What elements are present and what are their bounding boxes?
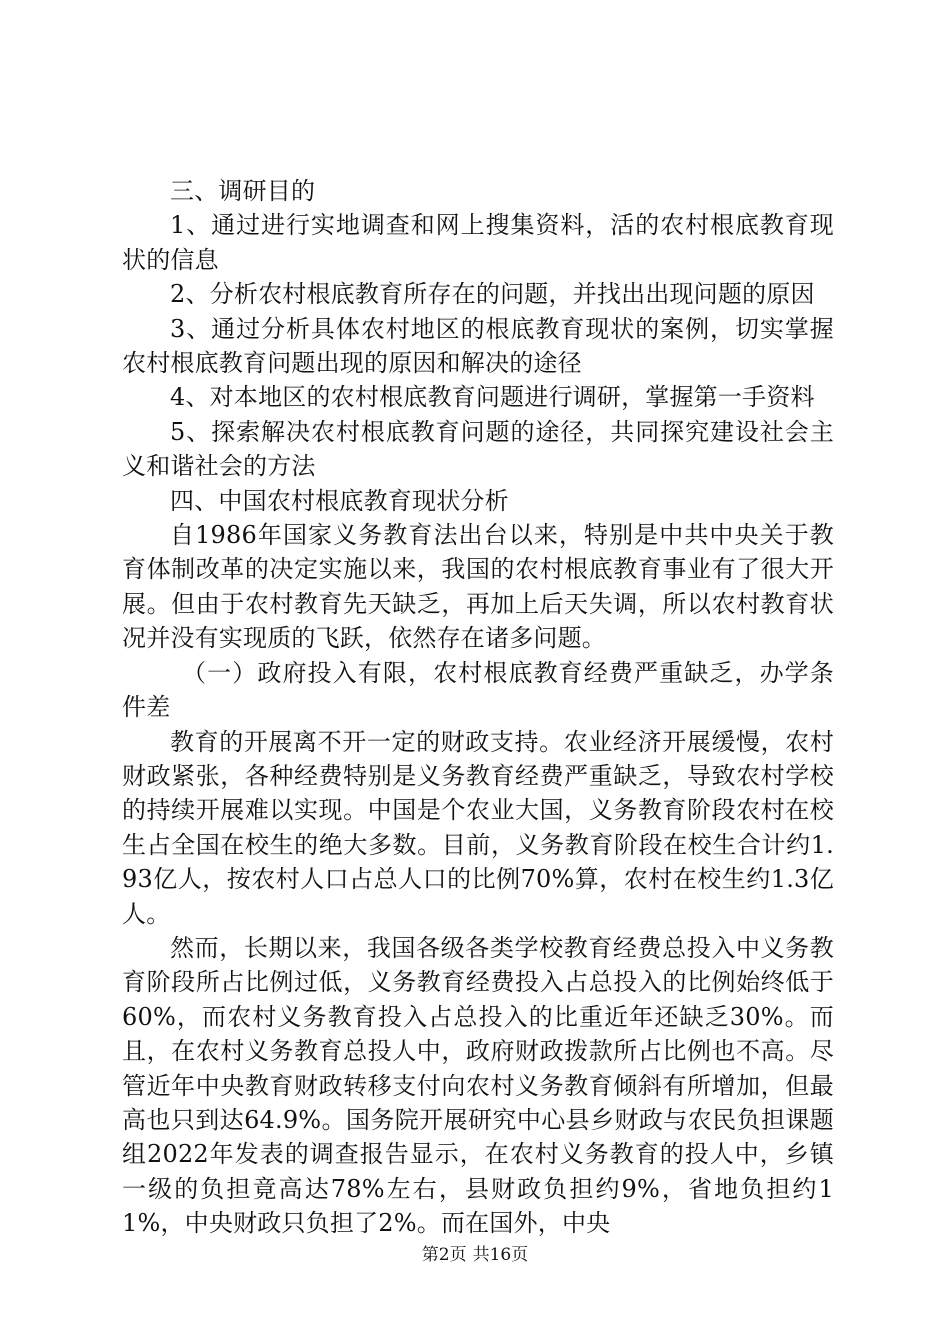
page-total: 共16页	[472, 1245, 529, 1265]
body-paragraph-funding: 教育的开展离不开一定的财政支持。农业经济开展缓慢，农村财政紧张，各种经费特别是义务教育经费严重缺乏，导致农村学校的持续开展难以实现。中国是个农业大国，义务教育阶段农村在校生占全国在校生的绝大多数。目前，义务教育阶段在校生合计约1.93亿人，按农村人口占总人口的比例70%算，农村在校生约1.3亿人。	[122, 727, 834, 928]
section-heading-research-goals: 三、调研目的	[170, 177, 316, 205]
goal-item-5: 5、探索解决农村根底教育问题的途径，共同探究建设社会主义和谐社会的方法	[122, 417, 834, 481]
goal-item-1: 1、通过进行实地调查和网上搜集资料，活的农村根底教育现状的信息	[122, 211, 834, 274]
body-paragraph-intro: 自1986年国家义务教育法出台以来，特别是中共中央关于教育体制改革的决定实施以来，我国的农村根底教育事业有了很大开展。但由于农村教育先天缺乏，再加上后天失调，所以农村教育状况并没有实现质的飞跃，依然存在诸多问题。	[122, 521, 834, 653]
goal-item-4: 4、对本地区的农村根底教育问题进行调研，掌握第一手资料	[170, 383, 815, 412]
goal-item-3: 3、通过分析具体农村地区的根底教育现状的案例，切实掌握农村根底教育问题出现的原因和解决的途径	[122, 314, 834, 378]
body-paragraph-investment: 然而，长期以来，我国各级各类学校教育经费总投入中义务教育阶段所占比例过低，义务教育经费投入占总投入的比例始终低于60%，而农村义务教育投入占总投入的比重近年还缺乏30%。而且，在农村义务教育总投人中，政府财政拨款所占比例也不高。尽管近年中央教育财政转移支付向农村义务教育倾斜有所增加，但最高也只到达64.9%。国务院开展研究中心县乡财政与农民负担课题组2022年发表的调查报告显示，在农村义务教育的投人中，乡镇一级的负担竟高达78%左右，县财政负担约9%，省地负担约11%，中央财政只负担了2%。而在国外，中央	[122, 933, 834, 1238]
document-body	[122, 174, 834, 1241]
section-heading-status-analysis: 四、中国农村根底教育现状分析	[170, 486, 509, 515]
subsection-heading-funding: （一）政府投入有限，农村根底教育经费严重缺乏，办学条件差	[122, 658, 834, 722]
page-number: 第2页	[421, 1245, 467, 1265]
page-footer	[0, 1244, 950, 1266]
goal-item-2: 2、分析农村根底教育所存在的问题，并找出出现问题的原因	[170, 280, 815, 309]
